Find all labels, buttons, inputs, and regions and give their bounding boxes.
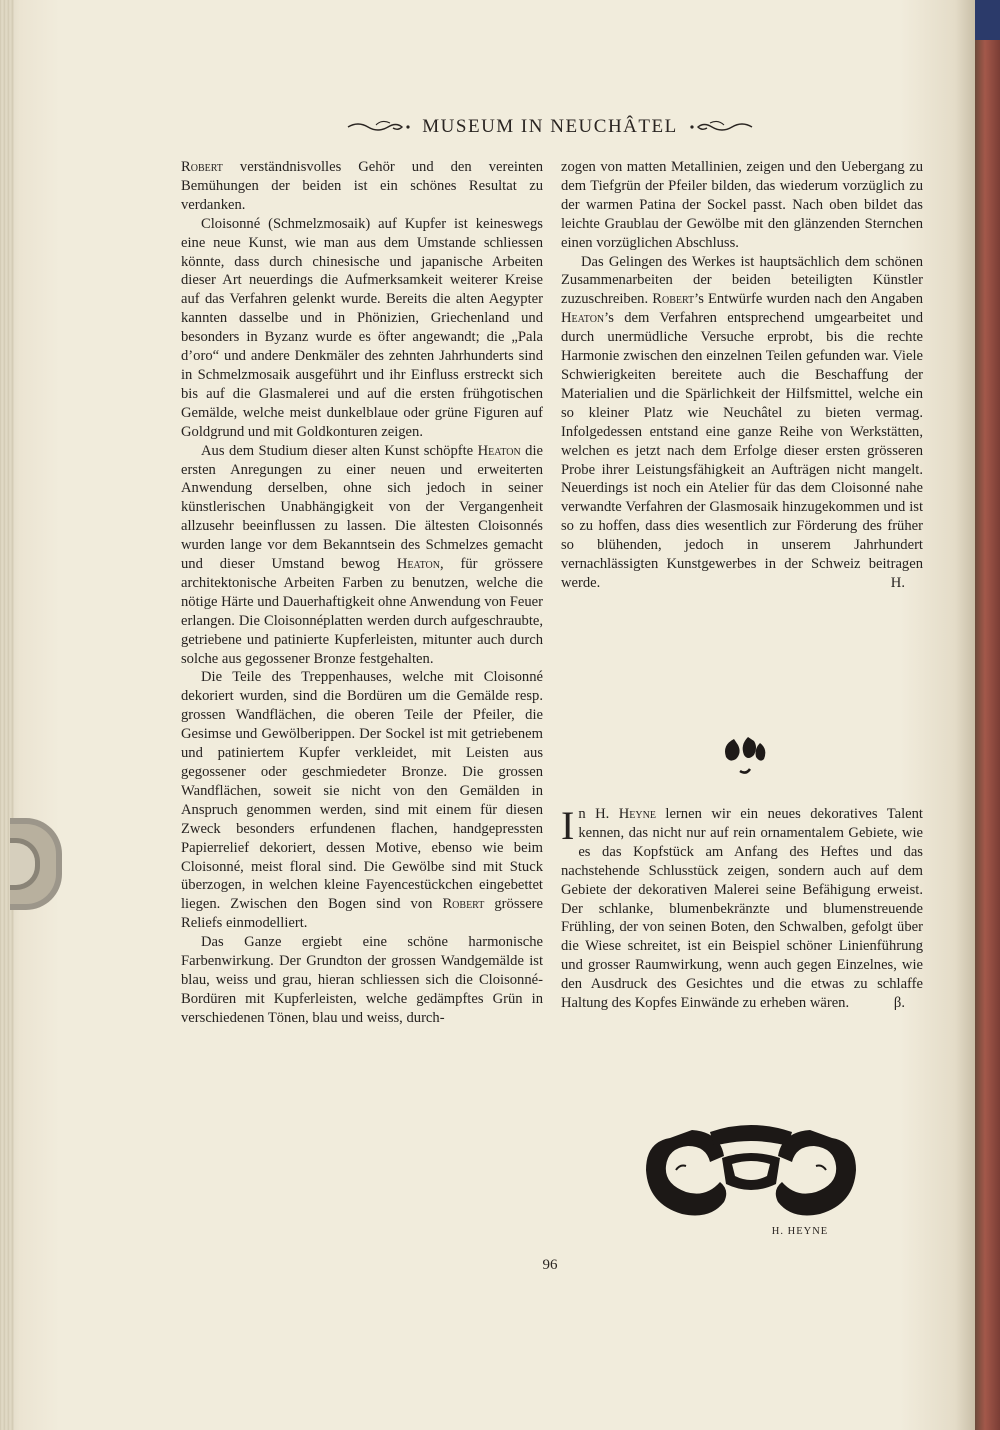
paragraph [561, 805, 923, 1013]
heyne-paragraph [561, 805, 923, 1013]
person-name: Heaton [396, 556, 440, 573]
book-spine [975, 0, 1000, 1430]
paragraph-text: ’s Entwürfe wurden nach den Angaben [694, 291, 923, 308]
running-header-title: MUSEUM IN NEUCHÂTEL [422, 116, 678, 137]
paragraph: Das Ganze ergiebt eine schöne harmonische Farbenwirkung. Der Grundton der grossen Wandgemälde ist blau, weiss und grau, hieran schliessen sich die Cloisonné-Bordüren mit Kupferleisten, welche gedämpftes Grün in verschiedenen Tönen, blau und weiss, durch- [181, 934, 543, 1026]
paragraph-text: grössere Reliefs einmodelliert. [181, 896, 544, 932]
person-name: Robert [652, 291, 695, 308]
paragraph [561, 253, 923, 593]
leaf-ornament-icon [720, 735, 770, 781]
person-name: Heaton [477, 442, 521, 459]
person-name: Robert [181, 159, 223, 175]
paragraph-text: die ersten Anregungen zu einer neuen und erweiterten Anwendung derselben, ohne sich jedoch in seiner künstlerischen Unabhängigkeit von der Vergangenheit allzusehr beeinflussen zu lassen. Die ältesten Cloisonnés wurden lange vor dem Bekanntsein des Schmelzes gemacht und dieser Umstand bewog [181, 442, 543, 573]
running-header [340, 112, 760, 142]
paragraph-text: verständnisvolles Gehör und den vereinten Bemühungen der beiden ist ein schönes Resultat zu verdanken. [181, 159, 543, 213]
paragraph-text: lernen wir ein neues dekoratives Talent kennen, das nicht nur auf rein ornamentalem Gebiete, wie es das Kopfstück am Anfang des Heftes und das nachstehende Schlusstück zeigen, sondern auch auf dem Gebiete der dekorativen Malerei seine Befähigung erweist. Der schlanke, blumenbekränzte und blumenstreuende Frühling, der von seinen Boten, den Schwalben, gefolgt über die Wiese schreitet, ist ein Beispiel schöner Linienführung und grosser Raumwirkung, wenn auch gegen Einzelnes, wie den Ausdruck des Gesichtes und die etwas zu schlaffe Haltung des Kopfes Einwände zu erheben wären. [561, 806, 923, 1012]
left-flourish-icon [346, 117, 412, 137]
paragraph-text: Aus dem Studium dieser alten Kunst schöpfte [201, 442, 478, 459]
book-spine-top [975, 0, 1000, 40]
paragraph-text: Das Gelingen des Werkes ist hauptsächlich dem schönen Zusammenarbeiten der beiden beteiligten Künstler zuzuschreiben. [561, 253, 923, 308]
paragraph-text: , für grössere architektonische Arbeiten Farben zu benutzen, welche die nötige Härte und Dauerhaftigkeit ohne Anwendung von Feuer erlangen. Die Cloisonnéplatten werden durch aufgeschraubte, getriebene und patinierte Kupferleisten, mitunter auch durch solche aus gegossener Bronze festgehalten. [181, 556, 544, 667]
tailpiece-ornament-icon [640, 1118, 862, 1222]
paragraph [181, 442, 543, 669]
page-number: 96 [542, 1257, 558, 1273]
tailpiece-caption: H. HEYNE [771, 1226, 829, 1237]
right-text-column [561, 158, 923, 593]
paragraph-text: Die Teile des Treppenhauses, welche mit Cloisonné dekoriert wurden, sind die Bordüren um die Gemälde resp. grossen Wandflächen, die oberen Teile der Pfeiler, die Gesimse und Gewölberippen. Der Sockel ist mit getriebenem und patiniertem Kupfer verkleidet, mit Leisten aus gegossener oder geschmiedeter Bronze. Die grossen Wandflächen, soweit sie nicht von den Gemälden in Anspruch genommen werden, sind mit einem für diesen Zweck besonders erfundenen flachen, handgepressten Papierrelief dekoriert, dessen Motive, ebenso wie beim Cloisonné, meist floral sind. Die Gewölbe sind mit Stuck überzogen, in welchen kleine Fayencestückchen eingebettet liegen. Zwischen den Bogen sind von [181, 669, 543, 913]
paragraph [181, 668, 543, 933]
left-text-column [181, 158, 543, 1028]
paragraph-text: ’s dem Verfahren entsprechend umgearbeitet und durch unermüdliche Versuche erprobt, bis die rechte Harmonie zwischen den einzelnen Teilen gefunden war. Viele Schwierigkeiten bereitete auch die Beschaffung der Materialien und die Spärlichkeit der Hilfsmittel, welche ein so kleiner Platz wie Neuchâtel zu bieten vermag. Infolgedessen entstand eine ganze Reihe von Werkstätten, welchen es jetzt nach dem Erfolge dieser ersten grösseren Probe ihrer Leistungsfähigkeit an Aufträgen nicht mangelt. Neuerdings ist noch ein Atelier für das dem Cloisonné nahe verwandte Verfahren der Glasmosaik hinzugekommen und ist so zu hoffen, dass dies wesentlich zur Förderung des früher so blühenden, jedoch in unserem Jahrhundert vernachlässigten Kunstgewerbes in der Schweiz beitragen werde. [561, 310, 923, 591]
person-name: Robert [442, 896, 485, 913]
paragraph: zogen von matten Metallinien, zeigen und den Uebergang zu dem Tiefgrün der Pfeiler bilden, das wiederum vorzüglich zu der warmen Patina der Sockel passt. Nach oben bildet das leichte Graublau der Gewölbe mit den glänzenden Sternchen einen vorzüglichen Abschluss. [561, 159, 923, 251]
author-signature: H. [890, 574, 905, 591]
person-name: Heaton [561, 310, 605, 327]
author-signature: β. [893, 995, 905, 1012]
paragraph-text: n H. [578, 806, 619, 822]
person-name: Heyne [618, 806, 656, 822]
paragraph [181, 158, 543, 215]
drop-cap: I [561, 803, 575, 848]
paragraph: Cloisonné (Schmelzmosaik) auf Kupfer ist keineswegs eine neue Kunst, wie man aus dem Umstande schliessen könnte, dass durch chinesische und japanische Arbeiten dieser Art neuerdings die Aufmerksamkeit weiterer Kreise auf das Verfahren gelenkt wurde. Bereits die alten Aegypter kannten dasselbe und in Phönizien, Griechenland und besonders in Byzanz wurde es öfter angewandt; die „Pala d’oro“ und andere Denkmäler des zehnten Jahrhunderts sind in Schmelzmosaik ausgeführt und ihr Einfluss erstreckt sich bis auf die Glasmalerei und auf die ersten frühgotischen Gemälde, welche meist dunkelblaue oder grüne Figuren auf Goldgrund und mit Goldkonturen zeigen. [181, 215, 543, 440]
page-stack-edge [0, 0, 14, 1430]
right-flourish-icon [688, 117, 754, 137]
